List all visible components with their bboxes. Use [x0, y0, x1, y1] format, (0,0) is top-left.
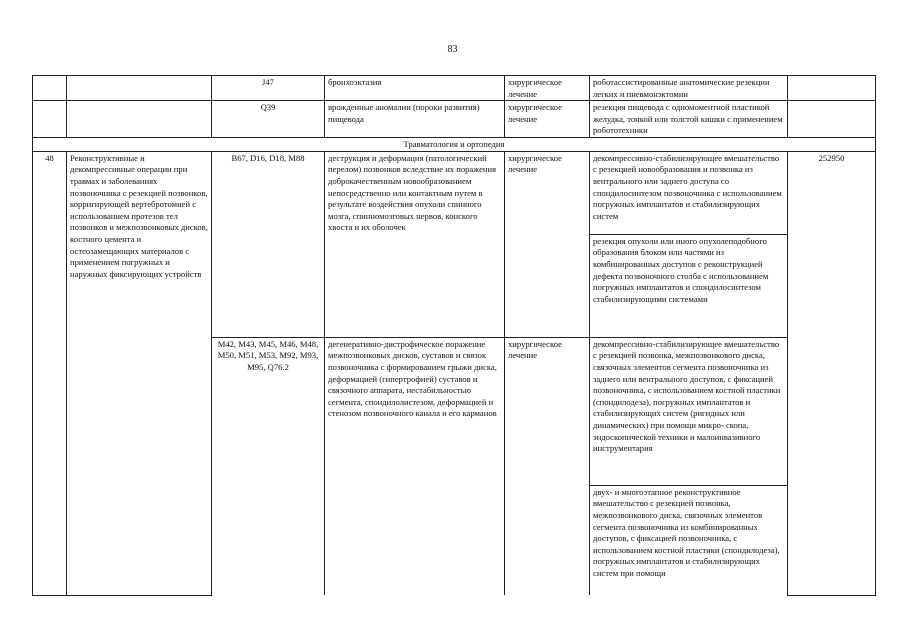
section-title: Травматология и ортопедия — [33, 138, 876, 152]
table-row — [33, 101, 876, 138]
group-name: Реконструктивные и декомпрессивные операции при травмах и заболеваниях позвоночника с резекцией позвонков, корригирующей вертебротомией с использованием протезов тел позвонков и межпозвонковых дисков, костного цемента и остеозамещающих материалов с применением погружных и наружных фиксирующих устройств — [67, 151, 212, 595]
cell-condition: врожденные аномалии (пороки развития) пищевода — [325, 101, 505, 138]
page-number: 83 — [447, 44, 458, 55]
cell-treatment: хирургическое лечение — [505, 76, 590, 101]
cell-method: декомпрессивно-стабилизирующее вмешательство с резекцией новообразования и позвонка из вентрального или заднего доступа со спондилосинтезом позвоночника с использованием погружных имплантатов и стабилизирующих систем — [590, 151, 788, 234]
cell-number-empty — [33, 76, 67, 101]
cell-group-empty — [67, 76, 212, 101]
cell-condition: бронхоэктазия — [325, 76, 505, 101]
cell-number-empty — [33, 101, 67, 138]
cell-method: резекция опухоли или иного опухолеподобного образования блоком или частями из комбинированных доступов с реконструкцией дефекта позвоночного столба с использованием погружных имплантатов и спондилосинтезом стабилизирующими системами — [590, 234, 788, 337]
cell-method: декомпрессивно-стабилизирующее вмешательство с резекцией позвонка, межпозвонкового диска, связочных элементов сегмента позвоночника из заднего или вентрального доступов, с фиксацией позвоночника, с использованием костной пластики (спондилодеза), погружных имплантатов и стабилизирующих систем (ригидных или динамических) при помощи микро- скопа, эндоскопической техники и малоинвазивного инструментария — [590, 337, 788, 485]
cell-code: M42, M43, M45, M46, M48, M50, M51, M53, M92, M93, M95, Q76.2 — [212, 337, 325, 595]
cell-price-empty — [788, 76, 876, 101]
cell-code: Q39 — [212, 101, 325, 138]
medical-care-table — [32, 75, 876, 596]
cell-method: резекция пищевода с одномоментной пластикой желудка, тонкой или толстой кишки с применением робототехники — [590, 101, 788, 138]
cell-treatment: хирургическое лечение — [505, 337, 590, 595]
cell-treatment: хирургическое лечение — [505, 101, 590, 138]
cell-condition: дегенеративно-дистрофическое поражение межпозвонковых дисков, суставов и связок позвоночника с формированием грыжи диска, деформацией (гипертрофией) суставов и связочного аппарата, нестабильностью сегмента, спондилолистезом, деформацией и стенозом позвоночного канала и его карманов — [325, 337, 505, 595]
cell-treatment: хирургическое лечение — [505, 151, 590, 337]
cell-code: B67, D16, D18, M88 — [212, 151, 325, 337]
cell-price-empty — [788, 101, 876, 138]
cell-method: роботассистированные анатомические резекции легких и пневмонэктомии — [590, 76, 788, 101]
table-row — [33, 151, 876, 234]
group-number: 48 — [33, 151, 67, 595]
group-price: 252950 — [788, 151, 876, 595]
cell-method: двух- и многоэтапное реконструктивное вмешательство с резекцией позвонка, межпозвонкового диска, связочных элементов сегмента позвоночника из комбинированных доступов, с фиксацией позвоночника, с использованием костной пластики (спондилодеза), погружных имплантатов и стабилизирующих систем при помощи — [590, 485, 788, 595]
section-header-row — [33, 138, 876, 152]
cell-code: J47 — [212, 76, 325, 101]
cell-condition: деструкция и деформация (патологический перелом) позвонков вследствие их поражения доброкачественным новообразованием непосредственно или контактным путем в результате воздействия опухоли спинного мозга, спинномозговых нервов, конского хвоста и их оболочек — [325, 151, 505, 337]
cell-group-empty — [67, 101, 212, 138]
table-row — [33, 76, 876, 101]
